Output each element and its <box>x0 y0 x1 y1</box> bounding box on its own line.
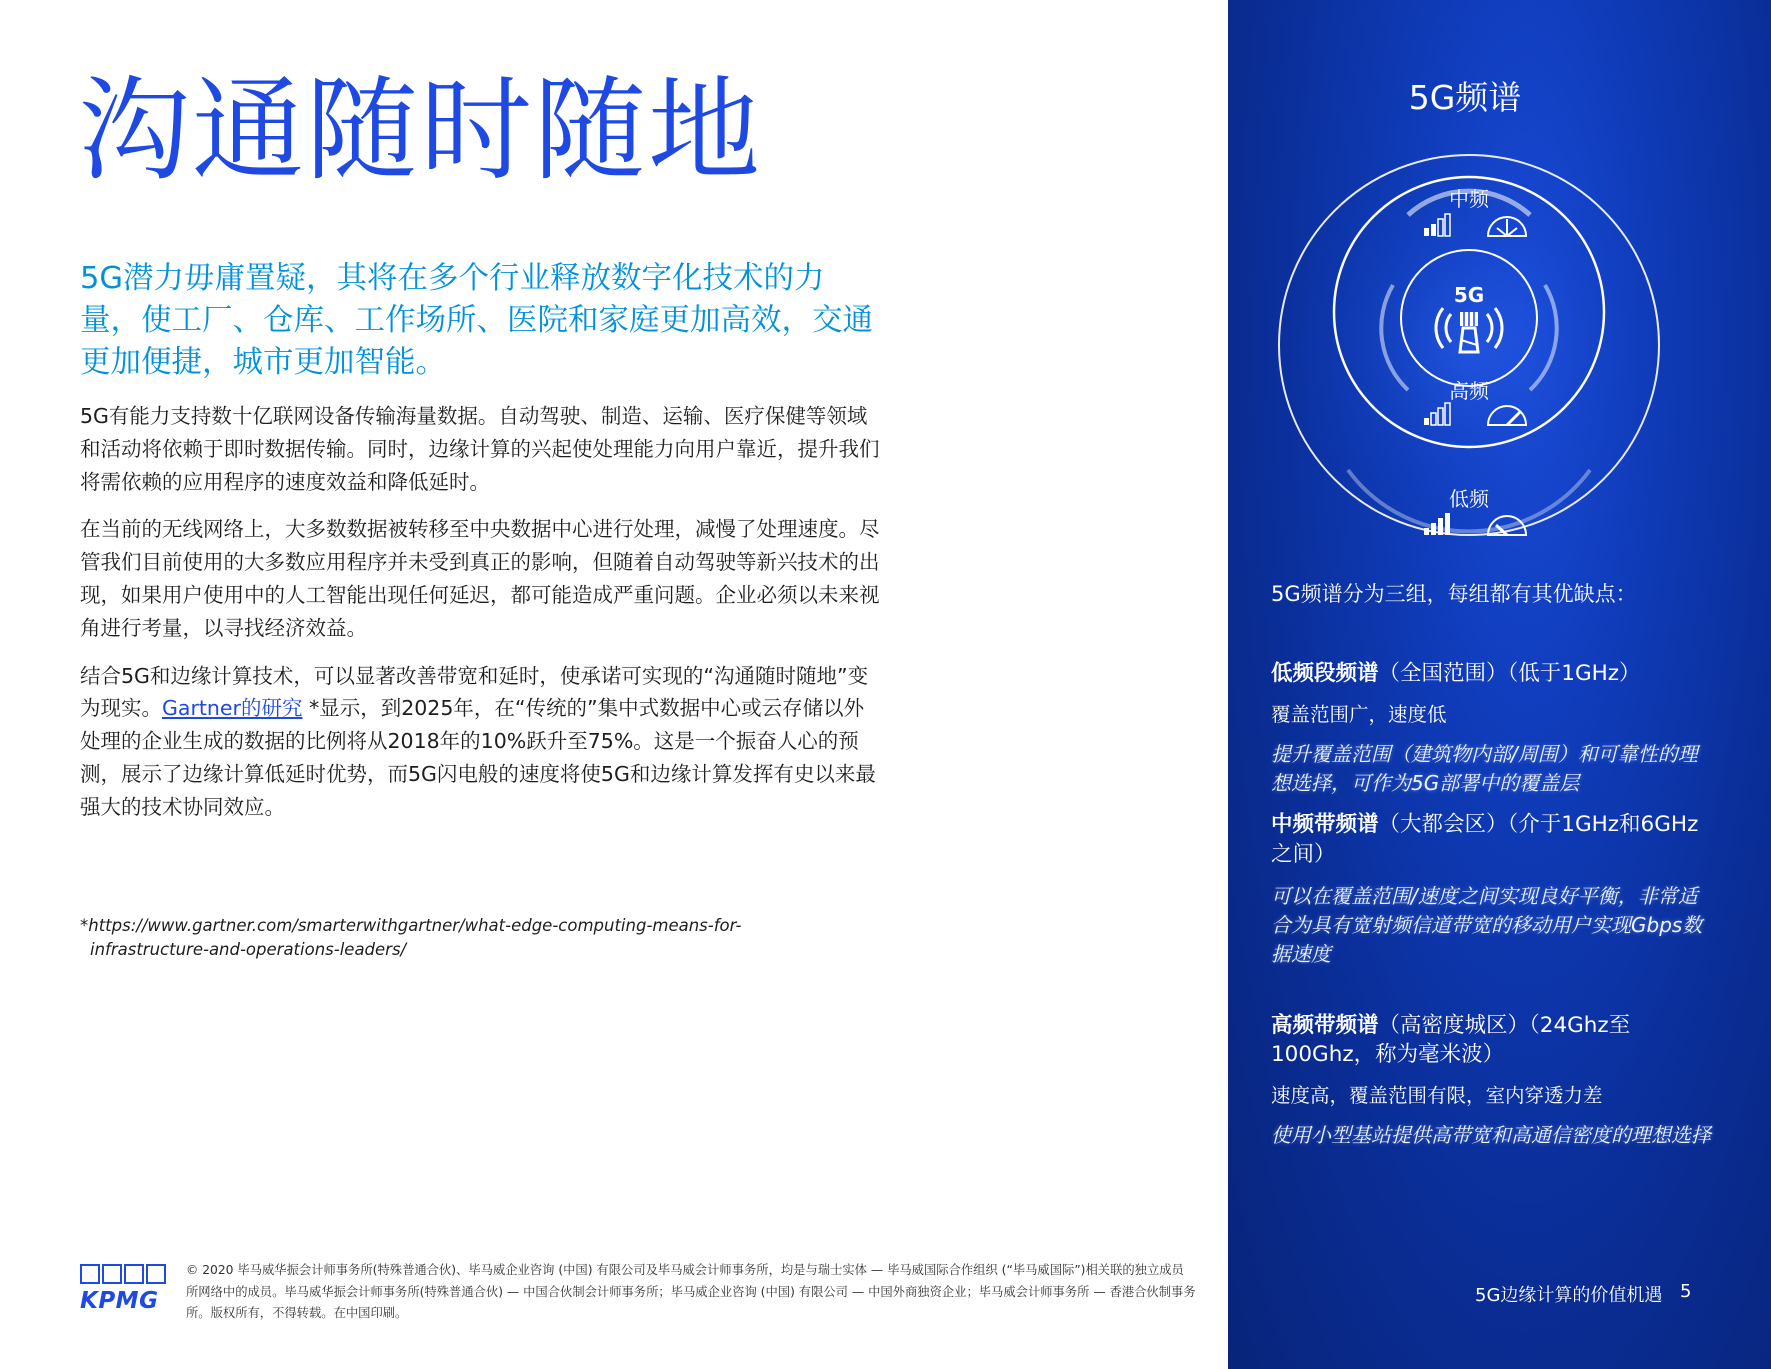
high-band-name: 高频带频谱 <box>1271 1012 1379 1038</box>
page-title: 沟通随时随地 <box>78 66 762 196</box>
mid-band-label: 中频 <box>1449 187 1489 211</box>
body-paragraph-3-end: *显示，到2025年，在“传统的”集中式数据中心或云存储以外处理的企业生成的数据的比例将从2018年的10%跃升至75%。这是一个振奋人心的预测，展示了边缘计算低延时优势，而5G闪电般的速度将使5G和边缘计算发挥有史以来最强大的技术协同效应。 <box>80 696 876 819</box>
kpmg-logo-mark <box>80 1264 170 1284</box>
spectrum-intro: 5G频谱分为三组，每组都有其优缺点： <box>1271 582 1637 606</box>
footnote <box>80 914 860 962</box>
lead-paragraph: 5G潜力毋庸置疑，其将在多个行业释放数字化技术的力量，使工厂、仓库、工作场所、医院和家庭更加高效，交通更加便捷，城市更加智能。 <box>80 261 873 381</box>
low-band-name: 低频段频谱 <box>1271 661 1379 687</box>
low-band-heading <box>1271 659 1711 689</box>
body-paragraph-1: 5G有能力支持数十亿联网设备传输海量数据。自动驾驶、制造、运输、医疗保健等领域和活动将依赖于即时数据传输。同时，边缘计算的兴起使处理能力向用户靠近，提升我们将需依赖的应用程序的速度效益和降低延时。 <box>80 404 880 494</box>
panel-title: 5G频谱 <box>1408 78 1522 117</box>
low-band-label: 低频 <box>1449 487 1489 511</box>
mid-band-scope: （大都会区）（介于1GHz和6GHz之间） <box>1271 812 1699 867</box>
spectrum-panel <box>1228 0 1771 1369</box>
low-band-note: 提升覆盖范围（建筑物内部/周围）和可靠性的理想选择，可作为5G部署中的覆盖层 <box>1271 742 1698 796</box>
footnote-line-1: *https://www.gartner.com/smarterwithgartner/what-edge-computing-means-for- <box>80 916 742 935</box>
high-band-scope: （高密度城区）（24Ghz至100Ghz，称为毫米波） <box>1271 1012 1631 1068</box>
kpmg-logo-text: KPMG <box>80 1288 159 1314</box>
kpmg-logo <box>80 1264 170 1320</box>
center-5g-label: 5G <box>1453 283 1485 307</box>
page-number: 5 <box>1680 1281 1692 1302</box>
footnote-line-2: infrastructure-and-operations-leaders/ <box>90 939 407 959</box>
footer-title: 5G边缘计算的价值机遇 <box>1475 1285 1663 1306</box>
body-paragraph-3-start: 结合5G和边缘计算技术，可以显著改善带宽和延时，使承诺可实现的“沟通随时随地”变为现实。 <box>80 663 869 721</box>
spectrum-diagram <box>1228 0 1771 560</box>
high-band-description: 速度高，覆盖范围有限，室内穿透力差 <box>1271 1083 1603 1107</box>
spectrum-description <box>1271 580 1711 1162</box>
mid-band-name: 中频带频谱 <box>1271 812 1379 838</box>
mid-band-heading <box>1271 810 1711 869</box>
low-band-scope: （全国范围）（低于1GHz） <box>1378 661 1641 687</box>
mid-band-note: 可以在覆盖范围/速度之间实现良好平衡，非常适合为具有宽射频信道带宽的移动用户实现Gbps数据速度 <box>1271 883 1703 966</box>
body-paragraph-3 <box>80 660 880 824</box>
gartner-research-link[interactable]: Gartner的研究 <box>162 696 303 721</box>
high-band-heading <box>1271 1011 1711 1070</box>
high-band-note: 使用小型基站提供高带宽和高通信密度的理想选择 <box>1271 1123 1711 1148</box>
legal-notice: © 2020 毕马威华振会计师事务所(特殊普通合伙)、毕马威企业咨询 (中国) 有限公司及毕马威会计师事务所，均是与瑞士实体 — 毕马威国际合作组织 (“毕马威国际”)相关联的独立成员所网络中的成员。毕马威华振会计师事务所(特殊普通合伙) — 中国合伙制会计师事务所；毕马威企业咨询 (中国) 有限公司 — 中国外商独资企业；毕马威会计师事务所 — 香港合伙制事务所。版权所有，不得转载。在中国印刷。 <box>186 1263 1196 1321</box>
low-band-description: 覆盖范围广，速度低 <box>1271 703 1447 727</box>
body-paragraph-2: 在当前的无线网络上，大多数数据被转移至中央数据中心进行处理，减慢了处理速度。尽管我们目前使用的大多数应用程序并未受到真正的影响，但随着自动驾驶等新兴技术的出现，如果用户使用中的人工智能出现任何延迟，都可能造成严重问题。企业必须以未来视角进行考量，以寻找经济效益。 <box>80 517 880 640</box>
high-band-label: 高频 <box>1449 379 1489 403</box>
body-text <box>80 400 880 839</box>
